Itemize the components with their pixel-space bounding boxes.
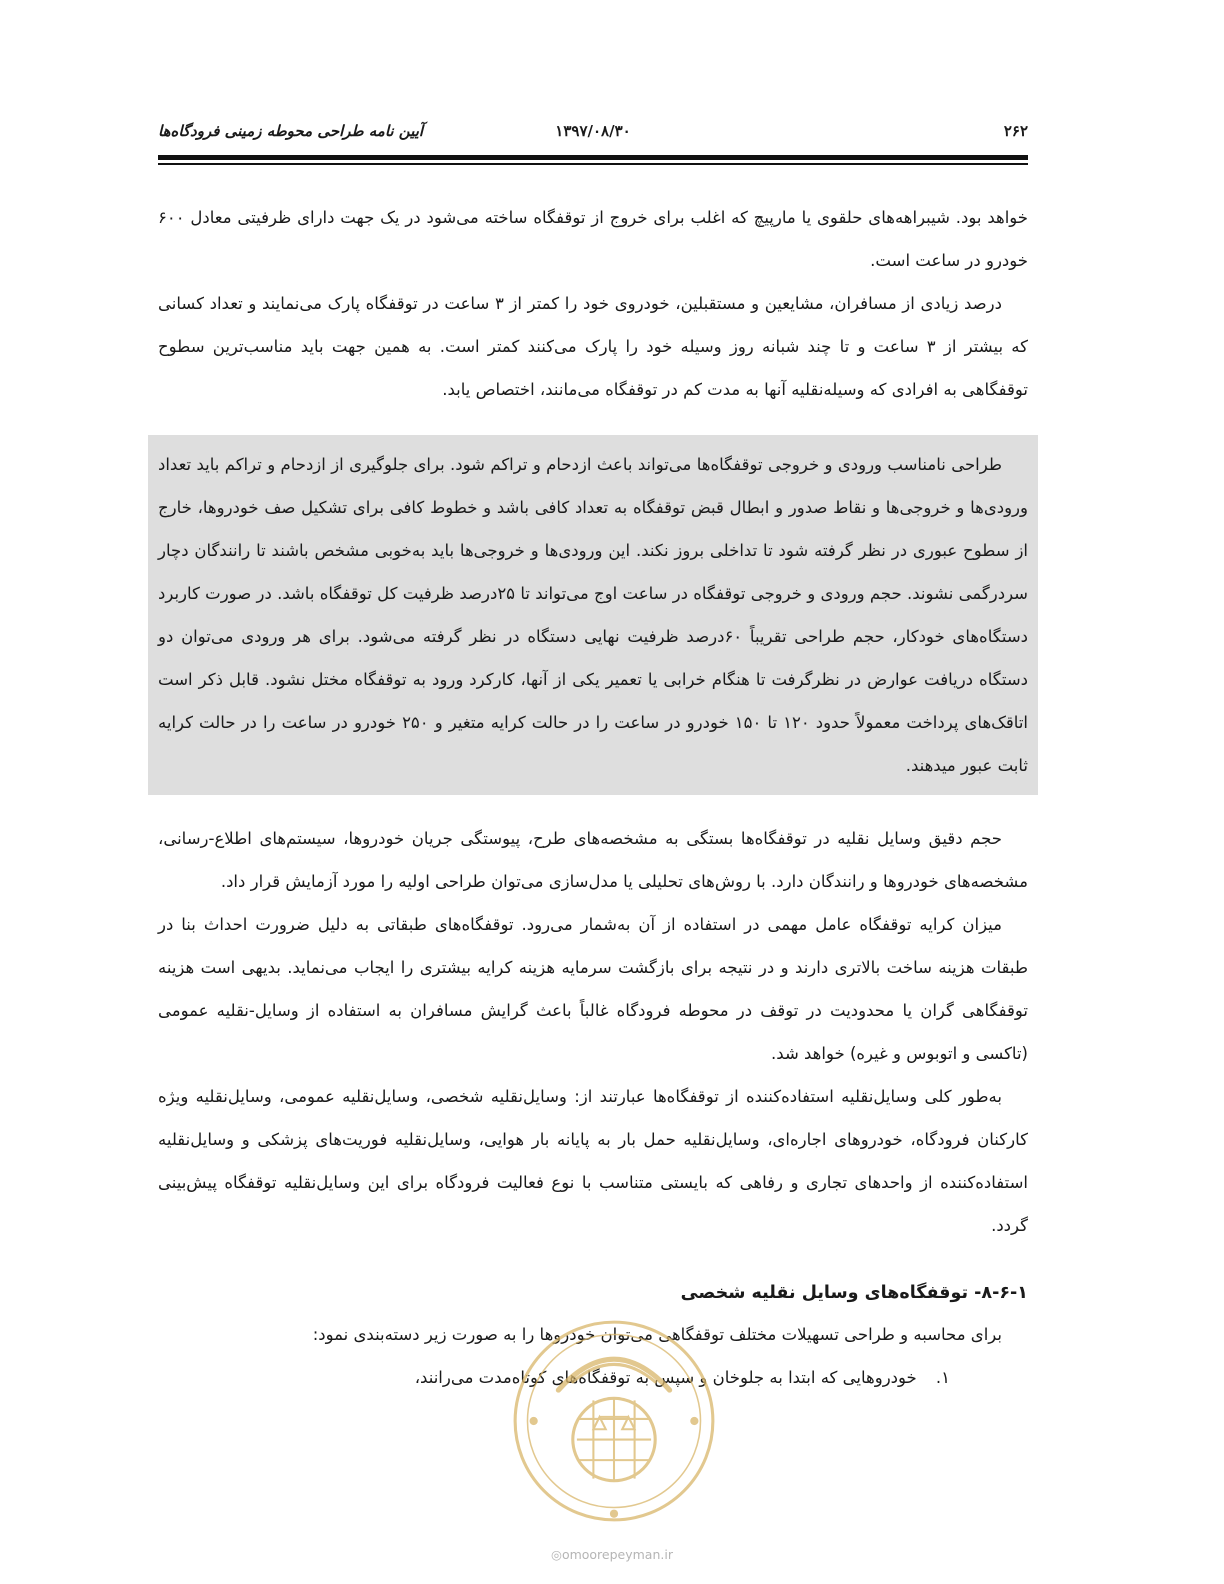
paragraph-5: به‌طور کلی وسایل‌نقلیه استفاده‌کننده از توقفگاه‌ها عبارتند از: وسایل‌نقلیه شخصی، وسایل‌نقلیه عمومی، وسایل‌نقلیه ویژه کارکنان فرودگاه، خودروهای اجاره‌ای، وسایل‌نقلیه حمل بار به پایانه بار هوایی، وسایل‌نقلیه فوریت‌های پزشکی و وسایل‌نقلیه استفاده‌کننده از واحدهای تجاری و رفاهی که بایستی متناسب با نوع فعالیت فرودگاه برای این وسایل‌نقلیه توقفگاه پیش‌بینی گردد. <box>158 1087 1028 1235</box>
paragraph-2: درصد زیادی از مسافران، مشایعین و مستقبلین، خودروی خود را کمتر از ۳ ساعت در توقفگاه پارک می‌نمایند و تعداد کسانی که بیشتر از ۳ ساعت و تا چند شبانه روز وسیله خود را پارک می‌کنند کمتر است. به همین جهت باید مناسب‌ترین سطوح توقفگاهی به افرادی که وسیله‌نقلیه آنها به مدت کم در توقفگاه می‌مانند، اختصاص یابد. <box>158 294 1028 399</box>
paragraph-4: میزان کرایه توقفگاه عامل مهمی در استفاده از آن به‌شمار می‌رود. توقفگاه‌های طبقاتی به دلیل ضرورت احداث بنا در طبقات هزینه ساخت بالاتری دارند و در نتیجه برای بازگشت سرمایه هزینه کرایه بیشتری را ایجاب می‌نماید. بدیهی است هزینه توقفگاهی گران یا محدودیت در توقف در محوطه فرودگاه غالباً باعث گرایش مسافران به استفاده از وسایل-نقلیه عمومی (تاکسی و اتوبوس و غیره) خواهد شد. <box>158 915 1028 1063</box>
highlighted-paragraph: طراحی نامناسب ورودی و خروجی توقفگاه‌ها می‌تواند باعث ازدحام و تراکم شود. برای جلوگیری از ازدحام و تراکم باید تعداد ورودی‌ها و خروجی‌ها و نقاط صدور و ابطال قبض توقفگاه به تعداد کافی باشد و خطوط کافی برای تشکیل صف خودروها، خارج از سطوح عبوری در نظر گرفته شود تا تداخلی بروز نکند. این ورودی‌ها و خروجی‌ها باید به‌خوبی مشخص باشند تا رانندگان دچار سردرگمی نشوند. حجم ورودی و خروجی توقفگاه در ساعت اوج می‌تواند تا ۲۵درصد ظرفیت کل توقفگاه باشد. در صورت کاربرد دستگاه‌های خودکار، حجم طراحی تقریباً ۶۰درصد ظرفیت نهایی دستگاه در نظر گرفته می‌شود. برای هر ورودی می‌توان دو دستگاه دریافت عوارض در نظرگرفت تا هنگام خرابی یا تعمیر یکی از آنها، کارکرد ورود به توقفگاه مختل نشود. قابل ذکر است اتاقک‌های پرداخت معمولاً حدود ۱۲۰ تا ۱۵۰ خودرو در ساعت را در حالت کرایه متغیر و ۲۵۰ خودرو در ساعت را در حالت کرایه ثابت عبور میدهند. <box>158 455 1029 775</box>
page-header <box>158 112 1028 152</box>
section-intro: برای محاسبه و طراحی تسهیلات مختلف توقفگاهی می‌توان خودروها را به صورت زیر دسته‌بندی نمود: <box>312 1325 1002 1344</box>
watermark-url: ◎omoorepeyman.ir <box>551 1547 673 1562</box>
highlighted-box <box>148 435 1038 795</box>
section-heading: ۸-۶-۱- توقفگاه‌های وسایل نقلیه شخصی <box>680 1283 1028 1303</box>
paragraph-1: خواهد بود. شیبراهه‌های حلقوی یا مارپیچ که اغلب برای خروج از توقفگاه ساخته می‌شود در یک جهت دارای ظرفیتی معادل ۶۰۰ خودرو در ساعت است. <box>158 208 1028 270</box>
header-rule-thick <box>158 155 1028 160</box>
watermark-seal-icon <box>511 1318 717 1524</box>
header-title: آیین نامه طراحی محوطه زمینی فرودگاه‌ها <box>158 122 424 140</box>
header-rule-thin <box>158 163 1028 165</box>
list-item-text: خودروهایی که ابتدا به جلوخان و سپس به توقفگاه‌های کوتاه‌مدت می‌رانند، <box>414 1368 917 1387</box>
page-content <box>158 196 1028 1399</box>
list-item-number: ۱. <box>935 1368 950 1387</box>
page-number: ۲۶۲ <box>1003 122 1028 140</box>
header-date: ۱۳۹۷/۰۸/۳۰ <box>555 122 631 140</box>
globe-icon: ◎ <box>551 1547 562 1562</box>
paragraph-3: حجم دقیق وسایل نقلیه در توقفگاه‌ها بستگی به مشخصه‌های طرح، پیوستگی جریان خودروها، سیستم‌های اطلاع-رسانی، مشخصه‌های خودروها و رانندگان دارد. با روش‌های تحلیلی یا مدل‌سازی می‌توان طراحی اولیه را مورد آزمایش قرار داد. <box>158 829 1028 891</box>
